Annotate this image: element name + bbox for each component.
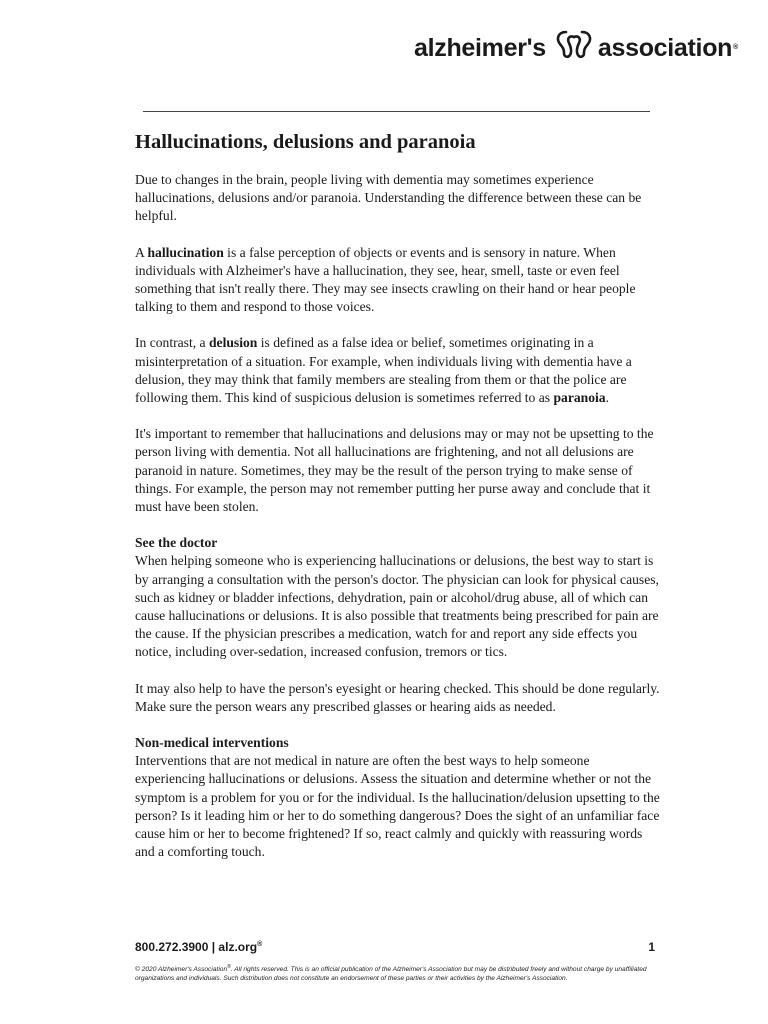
legal-notice	[135, 963, 655, 983]
term-paranoia: paranoia	[553, 390, 606, 406]
see-doctor-section	[135, 534, 660, 661]
contact-text: 800.272.3900 | alz.org	[135, 940, 258, 954]
text-run: is a false perception of objects or events and is sensory in nature. When individuals with Alzheimer's have a hallucination, they see, hear, smell, taste or even feel something that isn't really there. They may see insects crawling on their hand or hear people talking to them and respond to those voices.	[135, 244, 636, 315]
header-divider	[143, 111, 650, 112]
hallucination-paragraph	[135, 244, 660, 317]
page-number: 1	[648, 940, 655, 954]
logo-word-alzheimers: alzheimer's	[414, 34, 546, 62]
page-title: Hallucinations, delusions and paranoia	[135, 131, 476, 153]
legal-registered-mark: ®	[227, 964, 231, 970]
intro-paragraph: Due to changes in the brain, people living with dementia may sometimes experience hallucinations, delusions and/or paranoia. Understanding the difference between these can be helpful.	[135, 172, 642, 224]
text-run: .	[605, 390, 609, 406]
section-heading-non-medical: Non-medical interventions	[135, 735, 289, 751]
non-medical-text: Interventions that are not medical in nature are often the best ways to help someone experiencing hallucinations or delusions. Assess the situation and determine whether or not the symptom is a problem for you or for the individual. Is the hallucination/delusion upsetting to the person? Is it leading him or her to do something dangerous? Does the sight of an unfamiliar face cause him or her to become frightened? If so, react calmly and quickly with reassuring words and a comforting touch.	[135, 753, 660, 860]
eyesight-paragraph: It may also help to have the person's eyesight or hearing checked. This should be done regularly. Make sure the person wears any prescribed glasses or hearing aids as needed.	[135, 680, 660, 714]
non-medical-section	[135, 734, 660, 861]
footer-line	[135, 940, 655, 954]
legal-text-end: . All rights reserved. This is an official publication of the Alzheimer's Association but may be distributed freely and without charge by unaffiliated organizations and individuals. Such distribution does not constitute an endorsement of these parties or their activities by the Alzheimer's Association.	[135, 966, 647, 983]
page-footer	[135, 940, 655, 983]
section-heading-see-doctor: See the doctor	[135, 535, 218, 551]
text-run: In contrast, a	[135, 335, 209, 351]
remember-paragraph: It's important to remember that hallucinations and delusions may or may not be upsetting to the person living with dementia. Not all hallucinations are frightening, and not all delusions are paranoid in nature. Sometimes, they may be the result of the person trying to make sense of things. For example, the person may not remember putting her purse away and conclude that it must have been stolen.	[135, 426, 654, 515]
logo-word-association: association	[597, 34, 733, 62]
logo-registered-mark: ®	[733, 44, 738, 51]
term-delusion: delusion	[208, 335, 258, 351]
alzheimers-association-logo-icon	[554, 30, 594, 67]
term-hallucination: hallucination	[147, 244, 224, 260]
contact-info	[135, 940, 262, 954]
delusion-paragraph	[135, 334, 660, 407]
contact-registered-mark: ®	[257, 941, 263, 948]
see-doctor-text: When helping someone who is experiencing hallucinations or delusions, the best way to start is by arranging a consultation with the person's doctor. The physician can look for physical causes, such as kidney or bladder infections, dehydration, pain or alcohol/drug abuse, all of which can cause hallucinations or delusions. It is also possible that treatments being prescribed for pain are the cause. If the physician prescribes a medication, watch for and report any side effects you notice, including over-sedation, increased confusion, tremors or tics.	[135, 553, 659, 660]
text-run: is defined as a false idea or belief, sometimes originating in a misinterpretation of a situation. For example, when individuals living with dementia have a delusion, they may think that family members are stealing from them or that the police are following them. This kind of suspicious delusion is sometimes referred to as	[135, 335, 632, 406]
alzheimers-association-logo	[414, 30, 738, 67]
legal-text-start: © 2020 Alzheimer's Association	[135, 966, 228, 974]
text-run: A	[135, 244, 148, 260]
document-body	[135, 128, 660, 880]
